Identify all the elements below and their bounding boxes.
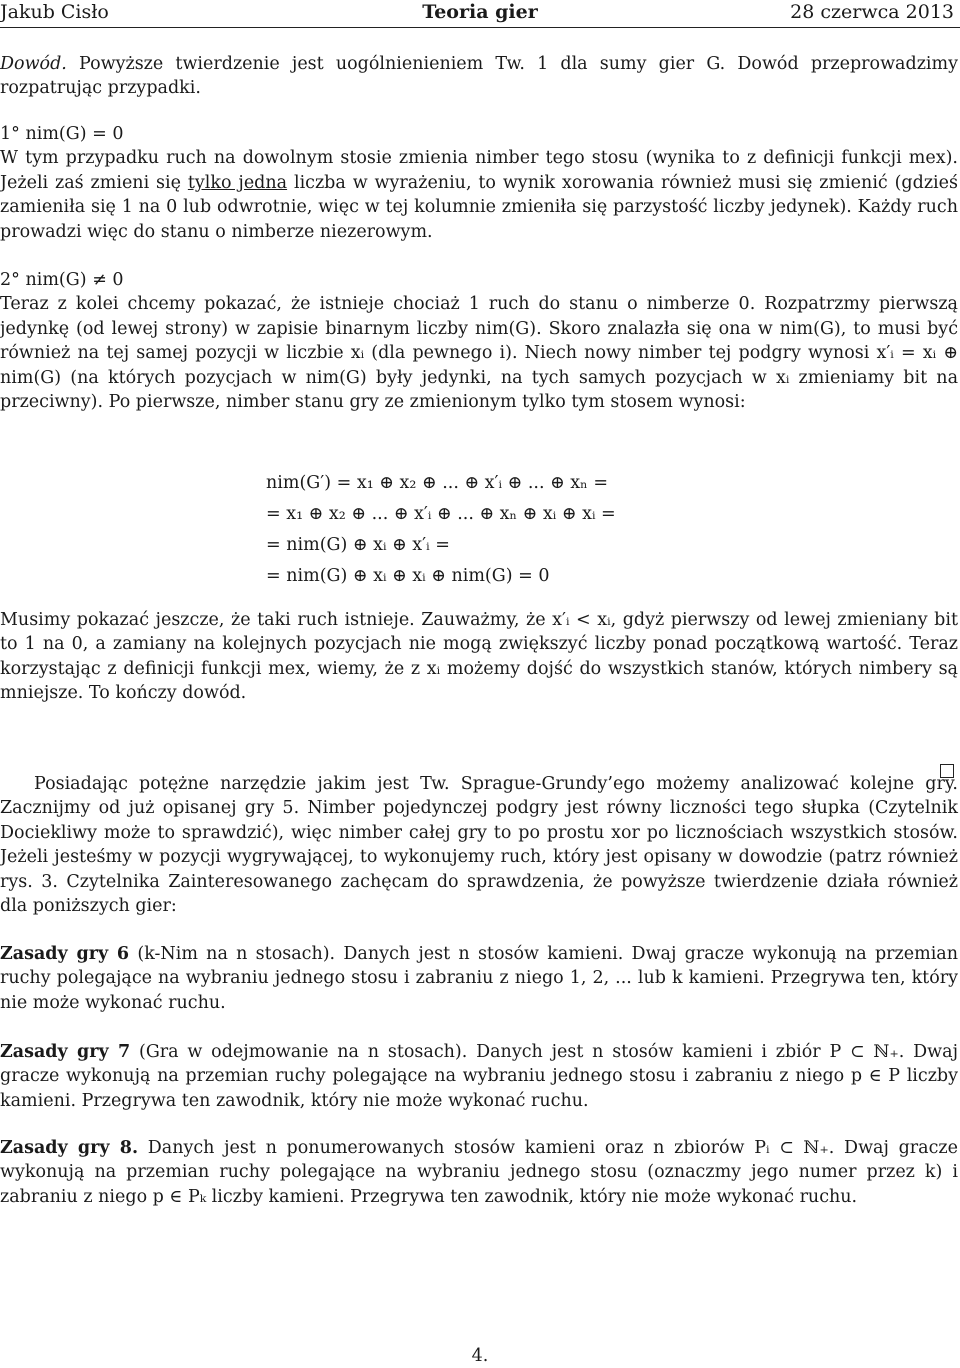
header-rule [0, 27, 960, 28]
equation-line: = nim(G) ⊕ xᵢ ⊕ x′ᵢ = [266, 535, 450, 555]
intro-paragraph [0, 772, 958, 918]
page-header [0, 0, 960, 26]
equation-line: = x₁ ⊕ x₂ ⊕ ... ⊕ x′ᵢ ⊕ ... ⊕ xₙ ⊕ xᵢ ⊕ xᵢ = [266, 504, 616, 524]
proof-paragraph [0, 52, 958, 101]
case-1-heading: 1° nim(G) = 0 [0, 124, 124, 144]
proof-label: Dowód. [0, 54, 67, 74]
case-1-text-b: liczba w wyrażeniu, to wynik xorowania również musi się zmienić (gdzieś zamieniła się 1 na 0 lub odwrotnie, więc w tej kolumnie zmieniła się parzystość liczby jedynek). Każdy ruch prowadzi więc do stanu o nimberze niezerowym. [0, 172, 958, 242]
header-date: 28 czerwca 2013 [790, 1, 954, 23]
case-1 [0, 122, 958, 244]
conclusion-text: Musimy pokazać jeszcze, że taki ruch istnieje. Zauważmy, że x′ᵢ < xᵢ, gdyż pierwszy od lewej zmieniany bit to 1 na 0, a zamiany na kolejnych pozycjach nie mogą zwiększyć liczby ponad początkową wartość. Teraz korzystając z definicji funkcji mex, wiemy, że z xᵢ możemy dojść do wszystkich stanów, których nimbery są mniejsze. To kończy dowód. [0, 610, 958, 704]
game-7-label: Zasady gry 7 [0, 1042, 131, 1062]
game-7-rules [0, 1040, 958, 1113]
proof-text: Powyższe twierdzenie jest uogólnienieniem Tw. 1 dla sumy gier G. Dowód przeprowadzimy rozpatrując przypadki. [0, 54, 958, 99]
game-8-text: Danych jest n ponumerowanych stosów kamieni oraz n zbiorów Pᵢ ⊂ ℕ₊. Dwaj gracze wykonują na przemian ruchy polegające na wybraniu jednego stosu (oznaczmy jego numer przez k) i zabraniu z niego p ∈ Pₖ liczby kamieni. Przegrywa ten zawodnik, który nie może wykonać ruchu. [0, 1138, 958, 1207]
conclusion-paragraph [0, 608, 958, 706]
header-author: Jakub Cisło [0, 1, 109, 23]
case-2 [0, 268, 958, 414]
game-6-text: Danych jest n stosów kamieni. Dwaj gracze wykonują na przemian ruchy polegające na wybraniu jednego stosu i zabraniu z niego 1, 2, ... lub k kamieni. Przegrywa ten, który nie może wykonać ruchu. [0, 944, 958, 1013]
game-8-rules [0, 1136, 958, 1209]
game-6-rules [0, 942, 958, 1015]
header-title: Teoria gier [422, 1, 538, 23]
game-7-subtitle: (Gra w odejmowanie na n stosach). [130, 1042, 468, 1062]
game-8-label: Zasady gry 8. [0, 1138, 139, 1158]
equation-block [266, 468, 616, 592]
case-1-text [0, 146, 958, 244]
case-1-underlined: tylko jedna [187, 172, 288, 193]
intro-text: Posiadając potężne narzędzie jakim jest Tw. Sprague-Grundy’ego możemy analizować kolejne gry. Zacznijmy od już opisanej gry 5. Nimber pojedynczej podgry jest równy liczności tego słupka (Czytelnik Dociekliwy może to sprawdzić), więc nimber całej gry to po prostu xor po licznościach wszystkich stosów. Jeżeli jesteśmy w pozycji wygrywającej, to wykonujemy ruch, który jest opisany w dowodzie (patrz również rys. 3. Czytelnika Zainteresowanego zachęcam do sprawdzenia, że powyższe twierdzenie działa również dla poniższych gier: [0, 774, 958, 917]
case-2-text: Teraz z kolei chcemy pokazać, że istnieje chociaż 1 ruch do stanu o nimberze 0. Rozpatrzmy pierwszą jedynkę (od lewej strony) w zapisie binarnym liczby nim(G). Skoro znalazła się ona w nim(G), to musi być również na tej samej pozycji w liczbie xᵢ (dla pewnego i). Niech nowy nimber tej podgry wynosi x′ᵢ = xᵢ ⊕ nim(G) (na których pozycjach w nim(G) były jedynki, na tych samych pozycjach w xᵢ zmieniamy bit na przeciwny). Po pierwsze, nimber stanu gry ze zmienionym tylko tym stosem wynosi: [0, 294, 958, 413]
equation-line: nim(G′) = x₁ ⊕ x₂ ⊕ ... ⊕ x′ᵢ ⊕ ... ⊕ xₙ = [266, 473, 608, 493]
case-1-text-a: W tym przypadku ruch na dowolnym stosie zmienia nimber tego stosu (wynika to z definicji funkcji mex). Jeżeli zaś zmieni się [0, 148, 958, 193]
game-7-text: Danych jest n stosów kamieni i zbiór P ⊂ ℕ₊. Dwaj gracze wykonują na przemian ruchy polegające na wybraniu jednego stosu i zabraniu z niego p ∈ P liczby kamieni. Przegrywa ten zawodnik, który nie może wykonać ruchu. [0, 1042, 958, 1111]
game-6-subtitle: (k-Nim na n stosach). [129, 944, 336, 964]
equation-line: = nim(G) ⊕ xᵢ ⊕ xᵢ ⊕ nim(G) = 0 [266, 566, 550, 586]
case-2-heading: 2° nim(G) ≠ 0 [0, 270, 124, 290]
game-6-label: Zasady gry 6 [0, 944, 130, 964]
page-number: 4. [471, 1346, 489, 1366]
